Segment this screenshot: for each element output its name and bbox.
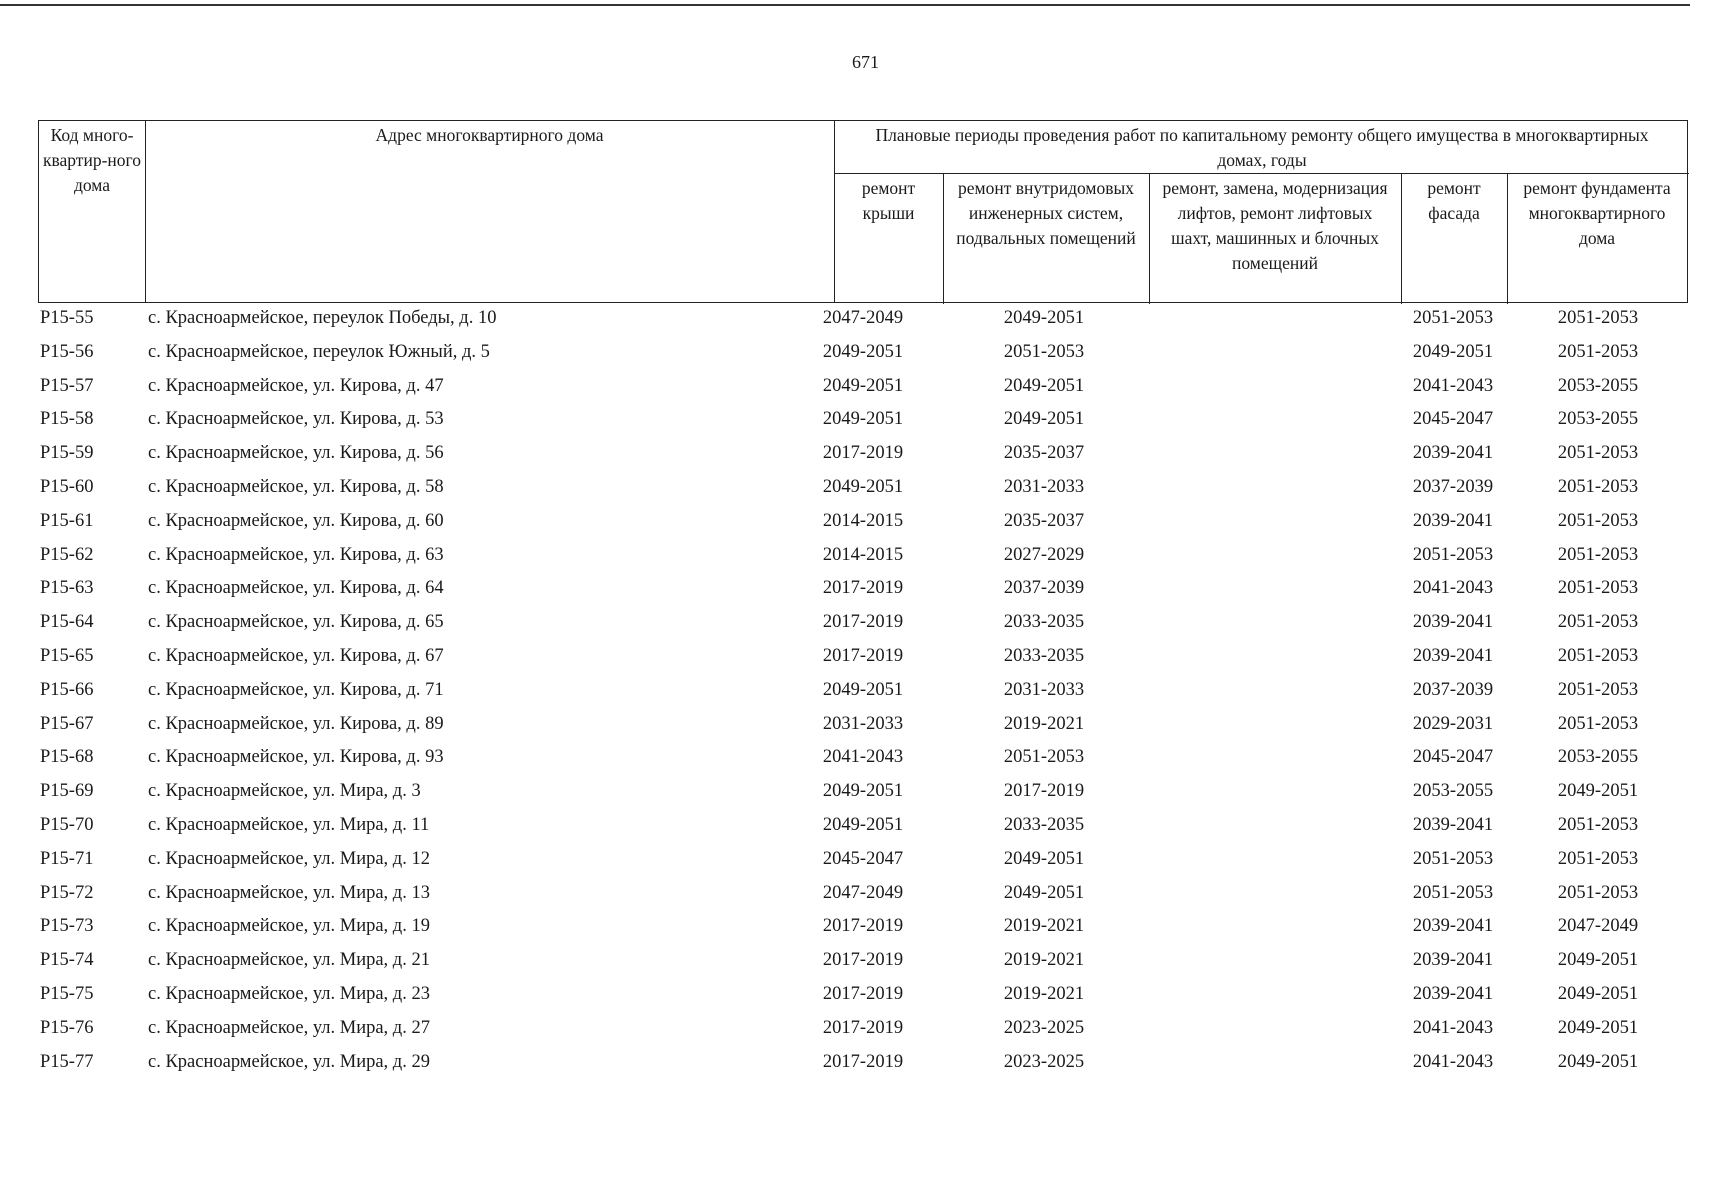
row-address: с. Красноармейское, ул. Кирова, д. 65: [148, 612, 444, 633]
row-roof: 2047-2049: [822, 882, 904, 903]
row-foundation: 2051-2053: [1557, 612, 1639, 633]
row-code: P15-70: [40, 814, 94, 835]
row-facade: 2049-2051: [1412, 341, 1494, 362]
row-address: с. Красноармейское, ул. Кирова, д. 64: [148, 578, 444, 599]
row-engineering: 2033-2035: [1003, 612, 1085, 633]
row-facade: 2039-2041: [1412, 916, 1494, 937]
row-foundation: 2051-2053: [1557, 544, 1639, 565]
row-foundation: 2051-2053: [1557, 814, 1639, 835]
row-foundation: 2051-2053: [1557, 578, 1639, 599]
row-roof: 2031-2033: [822, 713, 904, 734]
table-row: [38, 641, 1688, 675]
table-row: [38, 472, 1688, 506]
row-code: P15-56: [40, 341, 94, 362]
row-address: с. Красноармейское, ул. Мира, д. 3: [148, 781, 421, 802]
row-roof: 2047-2049: [822, 308, 904, 328]
row-address: с. Красноармейское, ул. Кирова, д. 47: [148, 375, 444, 396]
row-engineering: 2023-2025: [1003, 1051, 1085, 1072]
row-roof: 2017-2019: [822, 645, 904, 666]
row-engineering: 2049-2051: [1003, 882, 1085, 903]
row-facade: 2041-2043: [1412, 578, 1494, 599]
row-code: P15-62: [40, 544, 94, 565]
row-address: с. Красноармейское, ул. Кирова, д. 93: [148, 747, 444, 768]
header-engineering: ремонт внутридомовых инженерных систем, подвальных помещений: [956, 178, 1136, 248]
row-roof: 2049-2051: [822, 781, 904, 802]
row-foundation: 2049-2051: [1557, 1051, 1639, 1072]
row-code: P15-57: [40, 375, 94, 396]
row-code: P15-55: [40, 308, 94, 328]
header-periods: Плановые периоды проведения работ по капитальному ремонту общего имущества в многоквартирных домах, годы: [875, 125, 1649, 170]
table-row: [38, 1013, 1688, 1047]
row-facade: 2045-2047: [1412, 747, 1494, 768]
table-row: [38, 810, 1688, 844]
table-header: [38, 120, 1688, 303]
row-facade: 2051-2053: [1412, 544, 1494, 565]
row-engineering: 2019-2021: [1003, 950, 1085, 971]
row-facade: 2039-2041: [1412, 510, 1494, 531]
row-engineering: 2049-2051: [1003, 848, 1085, 869]
row-facade: 2041-2043: [1412, 1051, 1494, 1072]
row-code: P15-75: [40, 983, 94, 1004]
row-address: с. Красноармейское, ул. Кирова, д. 60: [148, 510, 444, 531]
row-address: с. Красноармейское, ул. Кирова, д. 58: [148, 476, 444, 497]
table-row: [38, 878, 1688, 912]
row-facade: 2039-2041: [1412, 814, 1494, 835]
row-roof: 2017-2019: [822, 916, 904, 937]
row-address: с. Красноармейское, ул. Кирова, д. 67: [148, 645, 444, 666]
row-code: P15-66: [40, 679, 94, 700]
row-engineering: 2031-2033: [1003, 679, 1085, 700]
row-roof: 2049-2051: [822, 814, 904, 835]
header-facade: ремонт фасада: [1427, 178, 1481, 223]
row-engineering: 2035-2037: [1003, 510, 1085, 531]
row-code: P15-63: [40, 578, 94, 599]
row-address: с. Красноармейское, ул. Мира, д. 13: [148, 882, 430, 903]
row-code: P15-60: [40, 476, 94, 497]
row-facade: 2037-2039: [1412, 476, 1494, 497]
row-roof: 2049-2051: [822, 409, 904, 430]
row-address: с. Красноармейское, ул. Кирова, д. 53: [148, 409, 444, 430]
row-code: P15-71: [40, 848, 94, 869]
row-facade: 2045-2047: [1412, 409, 1494, 430]
row-foundation: 2049-2051: [1557, 781, 1639, 802]
row-engineering: 2037-2039: [1003, 578, 1085, 599]
row-code: P15-61: [40, 510, 94, 531]
table-row: [38, 438, 1688, 472]
row-foundation: 2051-2053: [1557, 882, 1639, 903]
row-foundation: 2051-2053: [1557, 476, 1639, 497]
header-code: Код много-квартир-ного дома: [42, 125, 142, 195]
row-engineering: 2049-2051: [1003, 308, 1085, 328]
row-foundation: 2051-2053: [1557, 713, 1639, 734]
row-roof: 2017-2019: [822, 950, 904, 971]
row-address: с. Красноармейское, переулок Южный, д. 5: [148, 341, 490, 362]
row-foundation: 2051-2053: [1557, 308, 1639, 328]
row-foundation: 2049-2051: [1557, 983, 1639, 1004]
table-row: [38, 844, 1688, 878]
row-facade: 2053-2055: [1412, 781, 1494, 802]
row-address: с. Красноармейское, ул. Кирова, д. 56: [148, 443, 444, 464]
top-rule: [0, 4, 1690, 6]
row-code: P15-74: [40, 950, 94, 971]
table-row: [38, 540, 1688, 574]
row-foundation: 2053-2055: [1557, 409, 1639, 430]
row-foundation: 2051-2053: [1557, 341, 1639, 362]
row-engineering: 2031-2033: [1003, 476, 1085, 497]
row-foundation: 2051-2053: [1557, 645, 1639, 666]
row-address: с. Красноармейское, ул. Мира, д. 23: [148, 983, 430, 1004]
row-address: с. Красноармейское, ул. Мира, д. 29: [148, 1051, 430, 1072]
row-code: P15-67: [40, 713, 94, 734]
row-engineering: 2023-2025: [1003, 1017, 1085, 1038]
row-facade: 2051-2053: [1412, 882, 1494, 903]
row-facade: 2037-2039: [1412, 679, 1494, 700]
row-foundation: 2049-2051: [1557, 950, 1639, 971]
row-engineering: 2051-2053: [1003, 747, 1085, 768]
table-row: [38, 573, 1688, 607]
row-roof: 2014-2015: [822, 510, 904, 531]
row-facade: 2039-2041: [1412, 443, 1494, 464]
row-foundation: 2053-2055: [1557, 375, 1639, 396]
table-row: [38, 371, 1688, 405]
table-row: [38, 303, 1688, 337]
row-engineering: 2019-2021: [1003, 983, 1085, 1004]
row-address: с. Красноармейское, ул. Мира, д. 12: [148, 848, 430, 869]
row-code: P15-64: [40, 612, 94, 633]
table-row: [38, 742, 1688, 776]
row-roof: 2049-2051: [822, 476, 904, 497]
row-engineering: 2035-2037: [1003, 443, 1085, 464]
row-address: с. Красноармейское, ул. Кирова, д. 89: [148, 713, 444, 734]
row-roof: 2049-2051: [822, 341, 904, 362]
table-row: [38, 709, 1688, 743]
table-row: [38, 506, 1688, 540]
header-address: Адрес многоквартирного дома: [375, 125, 604, 145]
row-roof: 2045-2047: [822, 848, 904, 869]
row-roof: 2014-2015: [822, 544, 904, 565]
row-facade: 2041-2043: [1412, 1017, 1494, 1038]
table-row: [38, 607, 1688, 641]
row-facade: 2051-2053: [1412, 848, 1494, 869]
table-row: [38, 911, 1688, 945]
row-engineering: 2049-2051: [1003, 409, 1085, 430]
row-code: P15-68: [40, 747, 94, 768]
row-facade: 2051-2053: [1412, 308, 1494, 328]
row-foundation: 2053-2055: [1557, 747, 1639, 768]
row-foundation: 2049-2051: [1557, 1017, 1639, 1038]
row-code: P15-73: [40, 916, 94, 937]
row-address: с. Красноармейское, ул. Мира, д. 11: [148, 814, 430, 835]
row-roof: 2041-2043: [822, 747, 904, 768]
row-facade: 2039-2041: [1412, 645, 1494, 666]
row-engineering: 2017-2019: [1003, 781, 1085, 802]
row-address: с. Красноармейское, ул. Мира, д. 21: [148, 950, 430, 971]
row-engineering: 2019-2021: [1003, 713, 1085, 734]
row-facade: 2029-2031: [1412, 713, 1494, 734]
row-foundation: 2051-2053: [1557, 443, 1639, 464]
row-foundation: 2051-2053: [1557, 679, 1639, 700]
table-row: [38, 404, 1688, 438]
row-address: с. Красноармейское, ул. Кирова, д. 71: [148, 679, 444, 700]
row-code: P15-72: [40, 882, 94, 903]
row-roof: 2017-2019: [822, 443, 904, 464]
row-roof: 2017-2019: [822, 1017, 904, 1038]
row-roof: 2017-2019: [822, 1051, 904, 1072]
table-row: [38, 979, 1688, 1013]
row-address: с. Красноармейское, ул. Мира, д. 27: [148, 1017, 430, 1038]
row-roof: 2049-2051: [822, 375, 904, 396]
row-facade: 2039-2041: [1412, 612, 1494, 633]
row-foundation: 2051-2053: [1557, 848, 1639, 869]
row-code: P15-69: [40, 781, 94, 802]
row-code: P15-58: [40, 409, 94, 430]
row-engineering: 2051-2053: [1003, 341, 1085, 362]
row-foundation: 2047-2049: [1557, 916, 1639, 937]
row-roof: 2017-2019: [822, 578, 904, 599]
row-code: P15-59: [40, 443, 94, 464]
table-row: [38, 776, 1688, 810]
row-roof: 2049-2051: [822, 679, 904, 700]
table-body: [38, 303, 1688, 1080]
row-code: P15-77: [40, 1051, 94, 1072]
row-code: P15-76: [40, 1017, 94, 1038]
row-engineering: 2027-2029: [1003, 544, 1085, 565]
row-address: с. Красноармейское, переулок Победы, д. 10: [148, 308, 497, 328]
row-facade: 2041-2043: [1412, 375, 1494, 396]
row-roof: 2017-2019: [822, 983, 904, 1004]
header-roof: ремонт крыши: [861, 178, 916, 223]
row-code: P15-65: [40, 645, 94, 666]
row-engineering: 2049-2051: [1003, 375, 1085, 396]
header-divider: [834, 173, 1689, 174]
row-roof: 2017-2019: [822, 612, 904, 633]
table-row: [38, 1047, 1688, 1081]
row-address: с. Красноармейское, ул. Кирова, д. 63: [148, 544, 444, 565]
header-foundation: ремонт фундамента многоквартирного дома: [1523, 178, 1671, 248]
row-engineering: 2019-2021: [1003, 916, 1085, 937]
row-facade: 2039-2041: [1412, 950, 1494, 971]
page-number: 671: [852, 52, 879, 72]
row-foundation: 2051-2053: [1557, 510, 1639, 531]
table-row: [38, 337, 1688, 371]
table-row: [38, 945, 1688, 979]
row-address: с. Красноармейское, ул. Мира, д. 19: [148, 916, 430, 937]
row-engineering: 2033-2035: [1003, 814, 1085, 835]
header-lifts: ремонт, замена, модернизация лифтов, ремонт лифтовых шахт, машинных и блочных помещений: [1162, 178, 1388, 273]
header-divider: [145, 121, 146, 302]
row-facade: 2039-2041: [1412, 983, 1494, 1004]
row-engineering: 2033-2035: [1003, 645, 1085, 666]
table-row: [38, 675, 1688, 709]
